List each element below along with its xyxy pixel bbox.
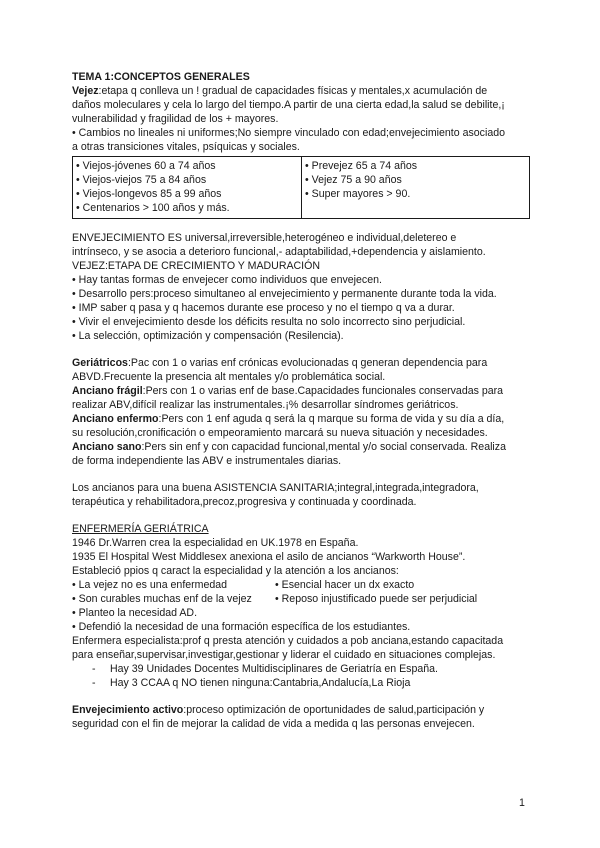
asistencia-line: Los ancianos para una buena ASISTENCIA SANITARIA;integral,integrada,integradora, <box>72 482 479 494</box>
list-item: • Defendió la necesidad de una formación específica de los estudiantes. <box>72 621 411 633</box>
list-item: • Super mayores > 90. <box>305 188 411 200</box>
list-item: • Vivir el envejecimiento desde los déficits resulta no solo incorrecto sino perjudicial. <box>72 316 466 328</box>
list-item: • La vejez no es una enfermedad <box>72 579 228 591</box>
envejecimiento-line: intrínseco, y se asocia a deterioro funcional,- adaptabilidad,+dependencia y aislamiento. <box>72 246 486 258</box>
list-item: • Viejos-jóvenes 60 a 74 años <box>76 160 216 172</box>
list-item: • IMP saber q pasa y q hacemos durante ese proceso y no el tiempo q va a durar. <box>72 302 455 314</box>
history-line: 1935 El Hospital West Middlesex anexiona el asilo de ancianos “Warkworth House”. <box>72 551 466 563</box>
document-body <box>72 70 532 731</box>
section-subheading: VEJEZ:ETAPA DE CRECIMIENTO Y MADURACIÓN <box>72 260 321 272</box>
definition-line: seguridad con el fin de mejorar la calidad de vida a medida q las personas envejecen. <box>72 718 475 730</box>
page-number: 1 <box>519 797 525 809</box>
list-item: • Vejez 75 a 90 años <box>305 174 402 186</box>
list-item: • Esencial hacer un dx exacto <box>275 579 415 591</box>
definition-enfermo: Anciano enfermo:Pers con 1 enf aguda q será la q marque su forma de vida y su día a día, <box>72 413 505 425</box>
definition-line: de forma independiente las ABV e instrumentales diarias. <box>72 455 342 467</box>
list-item: • La selección, optimización y compensación (Resilencia). <box>72 330 344 342</box>
page-title: TEMA 1:CONCEPTOS GENERALES <box>72 71 250 83</box>
list-item: • Viejos-viejos 75 a 84 años <box>76 174 207 186</box>
dash-item: - Hay 3 CCAA q NO tienen ninguna:Cantabria,Andalucía,La Rioja <box>92 677 411 689</box>
especialista-line: para enseñar,supervisar,investigar,gestionar y liderar el cuidado en situaciones complejas. <box>72 649 496 661</box>
list-item: • Planteo la necesidad AD. <box>72 607 198 619</box>
vejez-definition: Vejez:etapa q conlleva un ! gradual de capacidades físicas y mentales,x acumulación de <box>72 85 488 97</box>
list-item: • Desarrollo pers:proceso simultaneo al envejecimiento y permanente durante toda la vida. <box>72 288 497 300</box>
asistencia-line: terapéutica y rehabilitadora,precoz,progresiva y continuada y coordinada. <box>72 496 417 508</box>
history-line: Estableció ppios q caract la especialidad y la atención a los ancianos: <box>72 565 399 577</box>
bullet-pair-row <box>72 578 532 592</box>
vejez-definition-line: daños moleculares y cela lo largo del tiempo.A partir de una cierta edad,la salud se debilite,¡ <box>72 99 505 111</box>
list-item: • Viejos-longevos 85 a 99 años <box>76 188 222 200</box>
definition-line: ABVD.Frecuente la presencia alt mentales y/o problemática social. <box>72 371 386 383</box>
list-item: • Hay tantas formas de envejecer como individuos que envejecen. <box>72 274 382 286</box>
history-line: 1946 Dr.Warren crea la especialidad en UK.1978 en España. <box>72 537 359 549</box>
definition-fragil: Anciano frágil:Pers con 1 o varias enf de base.Capacidades funcionales conservadas para <box>72 385 504 397</box>
definition-sano: Anciano sano:Pers sin enf y con capacidad funcional,mental y/o social conservada. Realiza <box>72 441 506 453</box>
vejez-definition-line: vulnerabilidad y fragilidad de los + mayores. <box>72 113 279 125</box>
vejez-note: a otras transiciones vitales, psíquicas y sociales. <box>72 141 300 153</box>
list-item: • Son curables muchas enf de la vejez <box>72 593 252 605</box>
dash-item: - Hay 39 Unidades Docentes Multidisciplinares de Geriatría en España. <box>92 663 438 675</box>
definition-activo: Envejecimiento activo:proceso optimización de oportunidades de salud,participación y <box>72 704 485 716</box>
list-item: • Reposo injustificado puede ser perjudicial <box>275 593 478 605</box>
vejez-note: • Cambios no lineales ni uniformes;No siempre vinculado con edad;envejecimiento asociado <box>72 127 505 139</box>
definition-geriatricos: Geriátricos:Pac con 1 o varias enf crónicas evolucionadas q generan dependencia para <box>72 357 488 369</box>
term-vejez: Vejez <box>72 85 99 97</box>
age-classification-table <box>72 156 530 219</box>
bullet-pair-row <box>72 592 532 606</box>
age-table-right-cell <box>302 157 530 219</box>
age-table-left-cell <box>73 157 302 219</box>
especialista-line: Enfermera especialista:prof q presta atención y cuidados a pob anciana,estando capacitada <box>72 635 504 647</box>
section-heading-enfermeria: ENFERMERÍA GERIÁTRICA <box>72 523 209 535</box>
list-item: • Centenarios > 100 años y más. <box>76 202 230 214</box>
definition-line: su resolución,cronificación o empeoramiento marcará su nueva situación y necesidades. <box>72 427 488 439</box>
envejecimiento-line: ENVEJECIMIENTO ES universal,irreversible,heterogéneo e individual,deletereo e <box>72 232 457 244</box>
list-item: • Prevejez 65 a 74 años <box>305 160 418 172</box>
definition-line: realizar ABV,difícil realizar las instrumentales.¡% desarrollar síndromes geriátricos. <box>72 399 459 411</box>
